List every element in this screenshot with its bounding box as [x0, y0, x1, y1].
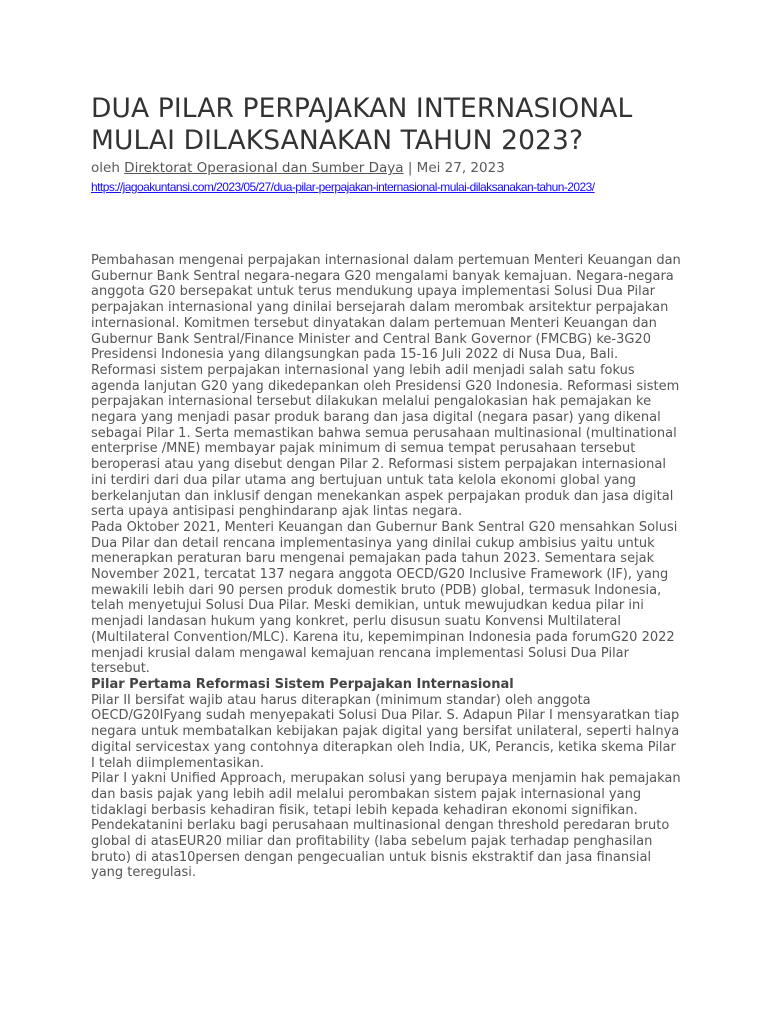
article-body	[91, 253, 683, 881]
byline-prefix: oleh	[91, 160, 120, 176]
article-title: DUA PILAR PERPAJAKAN INTERNASIONAL MULAI DILAKSANAKAN TAHUN 2023?	[91, 93, 633, 156]
publish-date: Mei 27, 2023	[416, 160, 505, 176]
section-heading: Pilar Pertama Reformasi Sistem Perpajakan Internasional	[91, 676, 514, 692]
author-link[interactable]: Direktorat Operasional dan Sumber Daya	[124, 160, 404, 176]
byline	[91, 160, 505, 176]
byline-separator: |	[407, 160, 413, 176]
paragraph-1: Pembahasan mengenai perpajakan internasional dalam pertemuan Menteri Keuangan dan Gubernur Bank Sentral negara-negara G20 mengalami banyak kemajuan. Negara-negara anggota G20 bersepakat untuk terus mendukung upaya implementasi Solusi Dua Pilar perpajakan internasional yang dinilai bersejarah dalam merombak arsitektur perpajakan internasional. Komitmen tersebut dinyatakan dalam pertemuan Menteri Keuangan dan Gubernur Bank Sentral/Finance Minister and Central Bank Governor (FMCBG) ke-3G20 Presidensi Indonesia yang dilangsungkan pada 15-16 Juli 2022 di Nusa Dua, Bali.	[91, 253, 681, 363]
paragraph-2: Reformasi sistem perpajakan internasional yang lebih adil menjadi salah satu fokus agenda lanjutan G20 yang dikedepankan oleh Presidensi G20 Indonesia. Reformasi sistem perpajakan internasional tersebut dilakukan melalui pengalokasian hak pemajakan ke negara yang menjadi pasar produk barang dan jasa digital (negara pasar) yang dikenal sebagai Pilar 1. Serta memastikan bahwa semua perusahaan multinasional (multinational enterprise /MNE) membayar pajak minimum di semua tempat perusahaan tersebut beroperasi atau yang disebut dengan Pilar 2. Reformasi sistem perpajakan internasional ini terdiri dari dua pilar utama ang bertujuan untuk tata kelola ekonomi global yang berkelanjutan dan inklusif dengan menekankan aspek perpajakan produk dan jasa digital serta upaya antisipasi penghindaranp ajak lintas negara.	[91, 362, 680, 520]
source-url-link[interactable]: https://jagoakuntansi.com/2023/05/27/dua-pilar-perpajakan-internasional-mulai-dilaksanakan-tahun-2023/	[91, 180, 595, 194]
paragraph-3: Pada Oktober 2021, Menteri Keuangan dan Gubernur Bank Sentral G20 mensahkan Solusi Dua Pilar dan detail rencana implementasinya yang dinilai cukup ambisius yaitu untuk menerapkan peraturan baru mengenai pemajakan pada tahun 2023. Sementara sejak November 2021, tercatat 137 negara anggota OECD/G20 Inclusive Framework (IF), yang mewakili lebih dari 90 persen produk domestik bruto (PDB) global, termasuk Indonesia, telah menyetujui Solusi Dua Pilar. Meski demikian, untuk mewujudkan kedua pilar ini menjadi landasan hukum yang konkret, perlu disusun suatu Konvensi Multilateral (Multilateral Convention/MLC). Karena itu, kepemimpinan Indonesia pada forumG20 2022 menjadi krusial dalam mengawal kemajuan rencana implementasi Solusi Dua Pilar tersebut.	[91, 519, 678, 677]
paragraph-4: Pilar II bersifat wajib atau harus diterapkan (minimum standar) oleh anggota OECD/G20IFyang sudah menyepakati Solusi Dua Pilar. S. Adapun Pilar I mensyaratkan tiap negara untuk membatalkan kebijakan pajak digital yang bersifat unilateral, seperti halnya digital servicestax yang contohnya diterapkan oleh India, UK, Perancis, ketika skema Pilar I telah diimplementasikan.	[91, 692, 680, 771]
paragraph-5: Pilar I yakni Unified Approach, merupakan solusi yang berupaya menjamin hak pemajakan dan basis pajak yang lebih adil melalui perombakan sistem pajak internasional yang tidaklagi berbasis kehadiran fisik, tetapi lebih kepada kehadiran ekonomi signifikan. Pendekatanini berlaku bagi perusahaan multinasional dengan threshold peredaran bruto global di atasEUR20 miliar dan profitability (laba sebelum pajak terhadap penghasilan bruto) di atas10persen dengan pengecualian untuk bisnis ekstraktif dan jasa finansial yang teregulasi.	[91, 771, 681, 881]
